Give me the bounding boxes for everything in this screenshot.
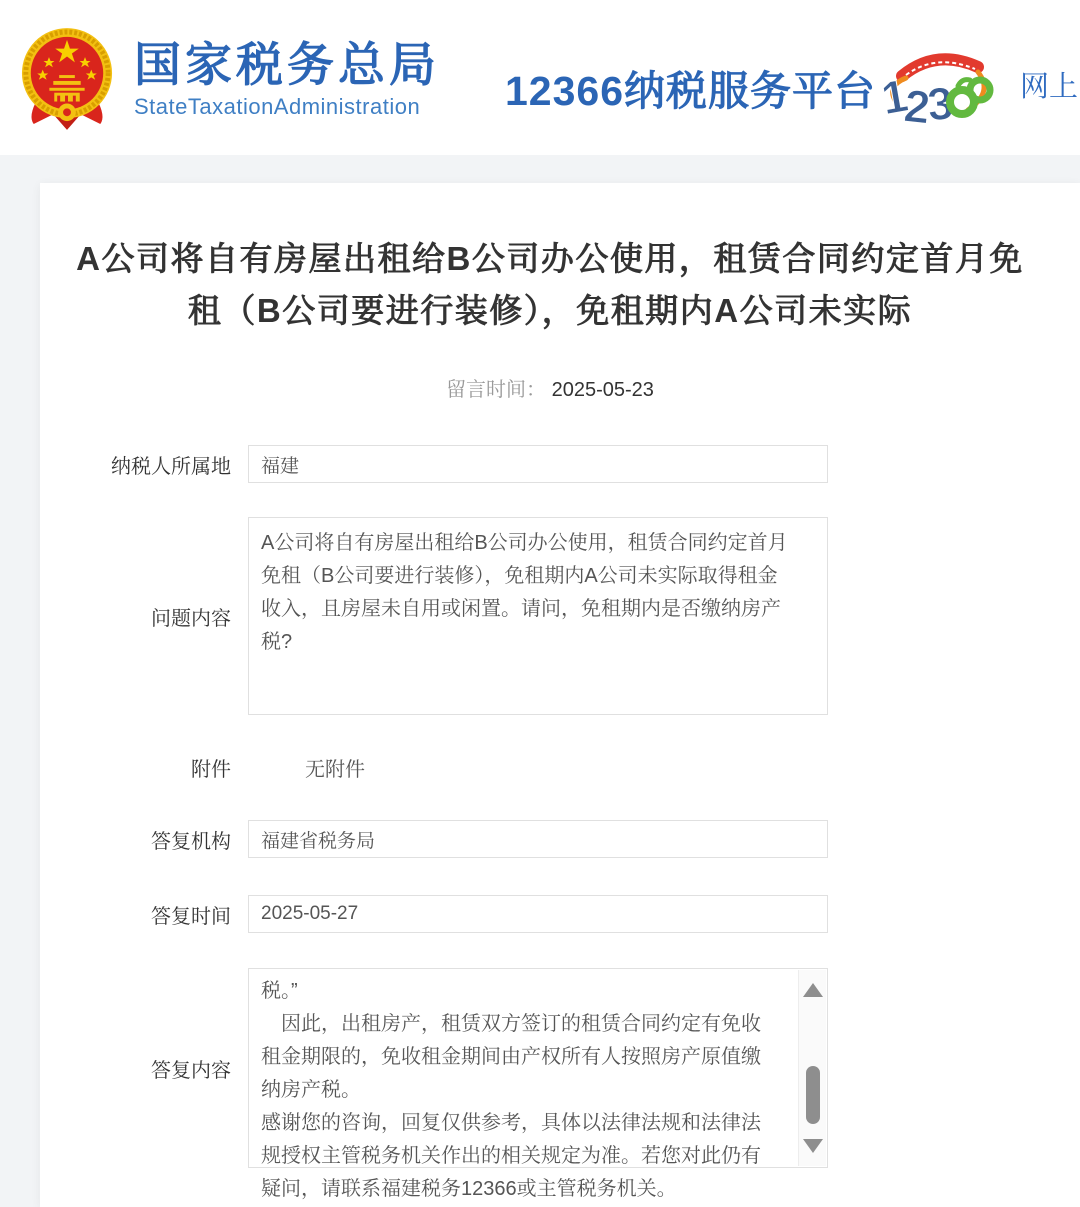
scrollbar-thumb[interactable] bbox=[806, 1066, 820, 1124]
region-input[interactable]: 福建 bbox=[248, 445, 828, 483]
question-text-line: 税? bbox=[261, 631, 293, 653]
question-label: 问题内容 bbox=[151, 607, 231, 630]
svg-text:3: 3 bbox=[925, 76, 956, 131]
message-time-label: 留言时间： bbox=[446, 379, 547, 401]
reply-text-line: 因此，出租房产，租赁双方签订的租赁合同约定有免收 bbox=[261, 1013, 761, 1035]
region-label: 纳税人所属地 bbox=[111, 455, 231, 478]
attachment-value: 无附件 bbox=[305, 759, 365, 781]
hotline-12366-logo-icon bbox=[878, 40, 996, 135]
national-emblem-icon bbox=[20, 24, 114, 134]
form-row-reply-time bbox=[40, 895, 1060, 933]
form-row-reply-content bbox=[40, 968, 1060, 1200]
reply-scrollbar[interactable] bbox=[798, 970, 826, 1166]
brand-block bbox=[134, 40, 440, 120]
reply-org-label: 答复机构 bbox=[151, 830, 231, 853]
reply-text-line: 税。” bbox=[261, 980, 298, 1002]
reply-text-line: 规授权主管税务机关作出的相关规定为准。若您对此仍有 bbox=[261, 1145, 761, 1167]
question-text-line: A公司将自有房屋出租给B公司办公使用，租赁合同约定首月 bbox=[261, 532, 788, 554]
reply-time-label: 答复时间 bbox=[151, 905, 231, 928]
reply-text-line: 租金期限的，免收租金期间由产权所有人按照房产原值缴 bbox=[261, 1046, 761, 1068]
reply-time-input[interactable]: 2025-05-27 bbox=[248, 895, 828, 933]
question-text-line: 收入，且房屋未自用或闲置。请问，免租期内是否缴纳房产 bbox=[261, 598, 781, 620]
org-name-en: StateTaxationAdministration bbox=[134, 94, 421, 119]
scroll-down-arrow-icon[interactable] bbox=[803, 1139, 823, 1153]
form-row-question bbox=[40, 517, 1060, 715]
site-header bbox=[0, 0, 1080, 155]
page-title-line2: 租（B公司要进行装修），免租期内A公司未实际 bbox=[187, 292, 913, 329]
nav-link-online-message[interactable]: 网上 bbox=[1020, 71, 1079, 103]
message-detail-card bbox=[40, 183, 1080, 1207]
reply-content-label: 答复内容 bbox=[151, 1059, 231, 1082]
message-time-row bbox=[40, 373, 1060, 402]
page-title-line1: A公司将自有房屋出租给B公司办公使用，租赁合同约定首月免 bbox=[76, 240, 1024, 277]
reply-text-line: 纳房产税。 bbox=[261, 1079, 361, 1101]
message-time-value: 2025-05-23 bbox=[551, 379, 654, 401]
org-name-zh: 国家税务总局 bbox=[134, 38, 440, 91]
svg-text:2: 2 bbox=[901, 79, 933, 134]
svg-text:1: 1 bbox=[877, 68, 912, 125]
reply-content-textarea[interactable] bbox=[248, 968, 828, 1200]
form-row-attachment bbox=[40, 753, 1060, 782]
attachment-label: 附件 bbox=[191, 759, 231, 781]
platform-title: 12366纳税服务平台 bbox=[505, 68, 877, 114]
form-row-region bbox=[40, 445, 1060, 483]
question-textarea[interactable] bbox=[248, 517, 828, 715]
scroll-up-arrow-icon[interactable] bbox=[803, 983, 823, 997]
form-row-reply-org bbox=[40, 820, 1060, 858]
reply-org-input[interactable]: 福建省税务局 bbox=[248, 820, 828, 858]
reply-text-line: 感谢您的咨询，回复仅供参考，具体以法律法规和法律法 bbox=[261, 1112, 761, 1134]
question-text-line: 免租（B公司要进行装修），免租期内A公司未实际取得租金 bbox=[261, 565, 778, 587]
reply-text-line: 疑问，请联系福建税务12366或主管税务机关。 bbox=[261, 1178, 677, 1200]
page-title bbox=[40, 233, 1060, 337]
